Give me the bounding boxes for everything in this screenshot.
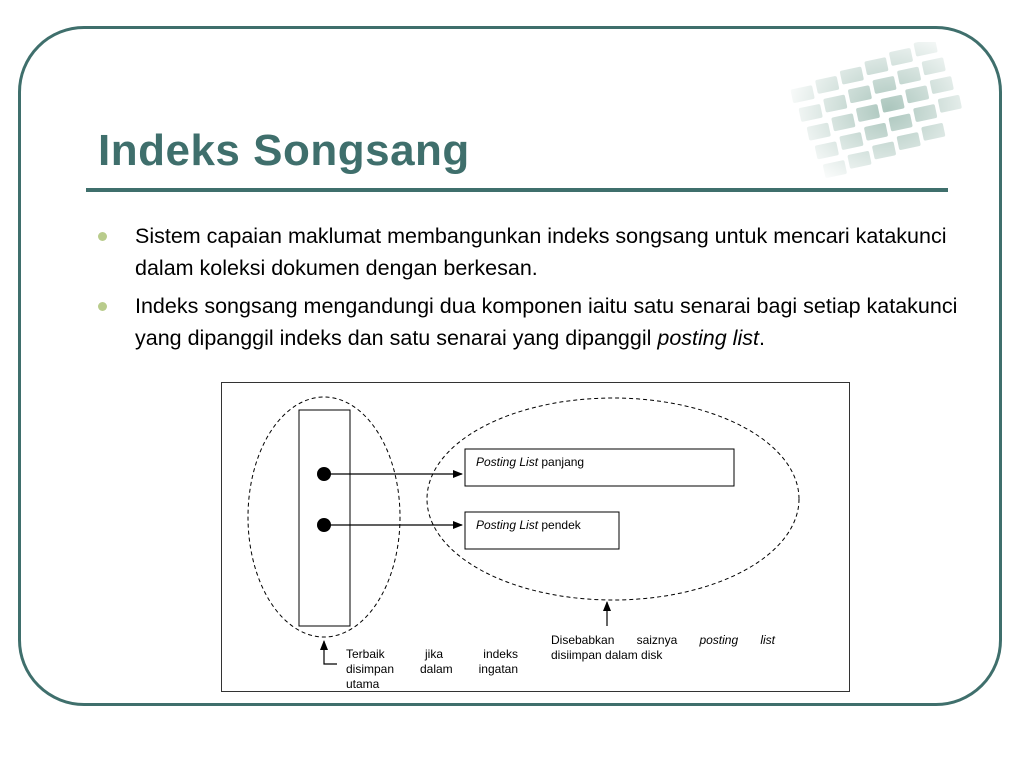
bullet-text-end: . [758, 326, 765, 350]
posting-list-short-label: Posting List pendek [476, 518, 581, 532]
inverted-index-diagram [221, 382, 850, 692]
slide-title: Indeks Songsang [98, 126, 470, 175]
index-boundary-ellipse [248, 397, 400, 637]
note-index-memory: Terbaik jika indeks disimpan dalam ingatan utama [346, 647, 518, 691]
bullet-item [98, 290, 958, 354]
keyboard-decoration-icon [788, 42, 970, 192]
note-arrow-left [324, 641, 337, 664]
bullet-text: Sistem capaian maklumat membangunkan indeks songsang untuk mencari katakunci dalam koleksi dokumen dengan berkesan. [135, 224, 947, 280]
bullet-dot-icon [98, 302, 107, 311]
bullet-text: Indeks songsang mengandungi dua komponen iaitu satu senarai bagi setiap katakunci yang dipanggil indeks dan satu senarai yang dipanggil [135, 294, 958, 350]
bullet-dot-icon [98, 232, 107, 241]
title-underline [86, 188, 948, 192]
bullet-list [98, 220, 958, 360]
note-posting-disk: Disebabkan saiznya posting list disiimpan dalam disk [551, 633, 775, 662]
bullet-text-italic: posting list [657, 326, 759, 350]
posting-boundary-ellipse [427, 398, 799, 600]
index-box [299, 410, 350, 626]
posting-list-long-label: Posting List panjang [476, 455, 585, 469]
bullet-item [98, 220, 958, 284]
